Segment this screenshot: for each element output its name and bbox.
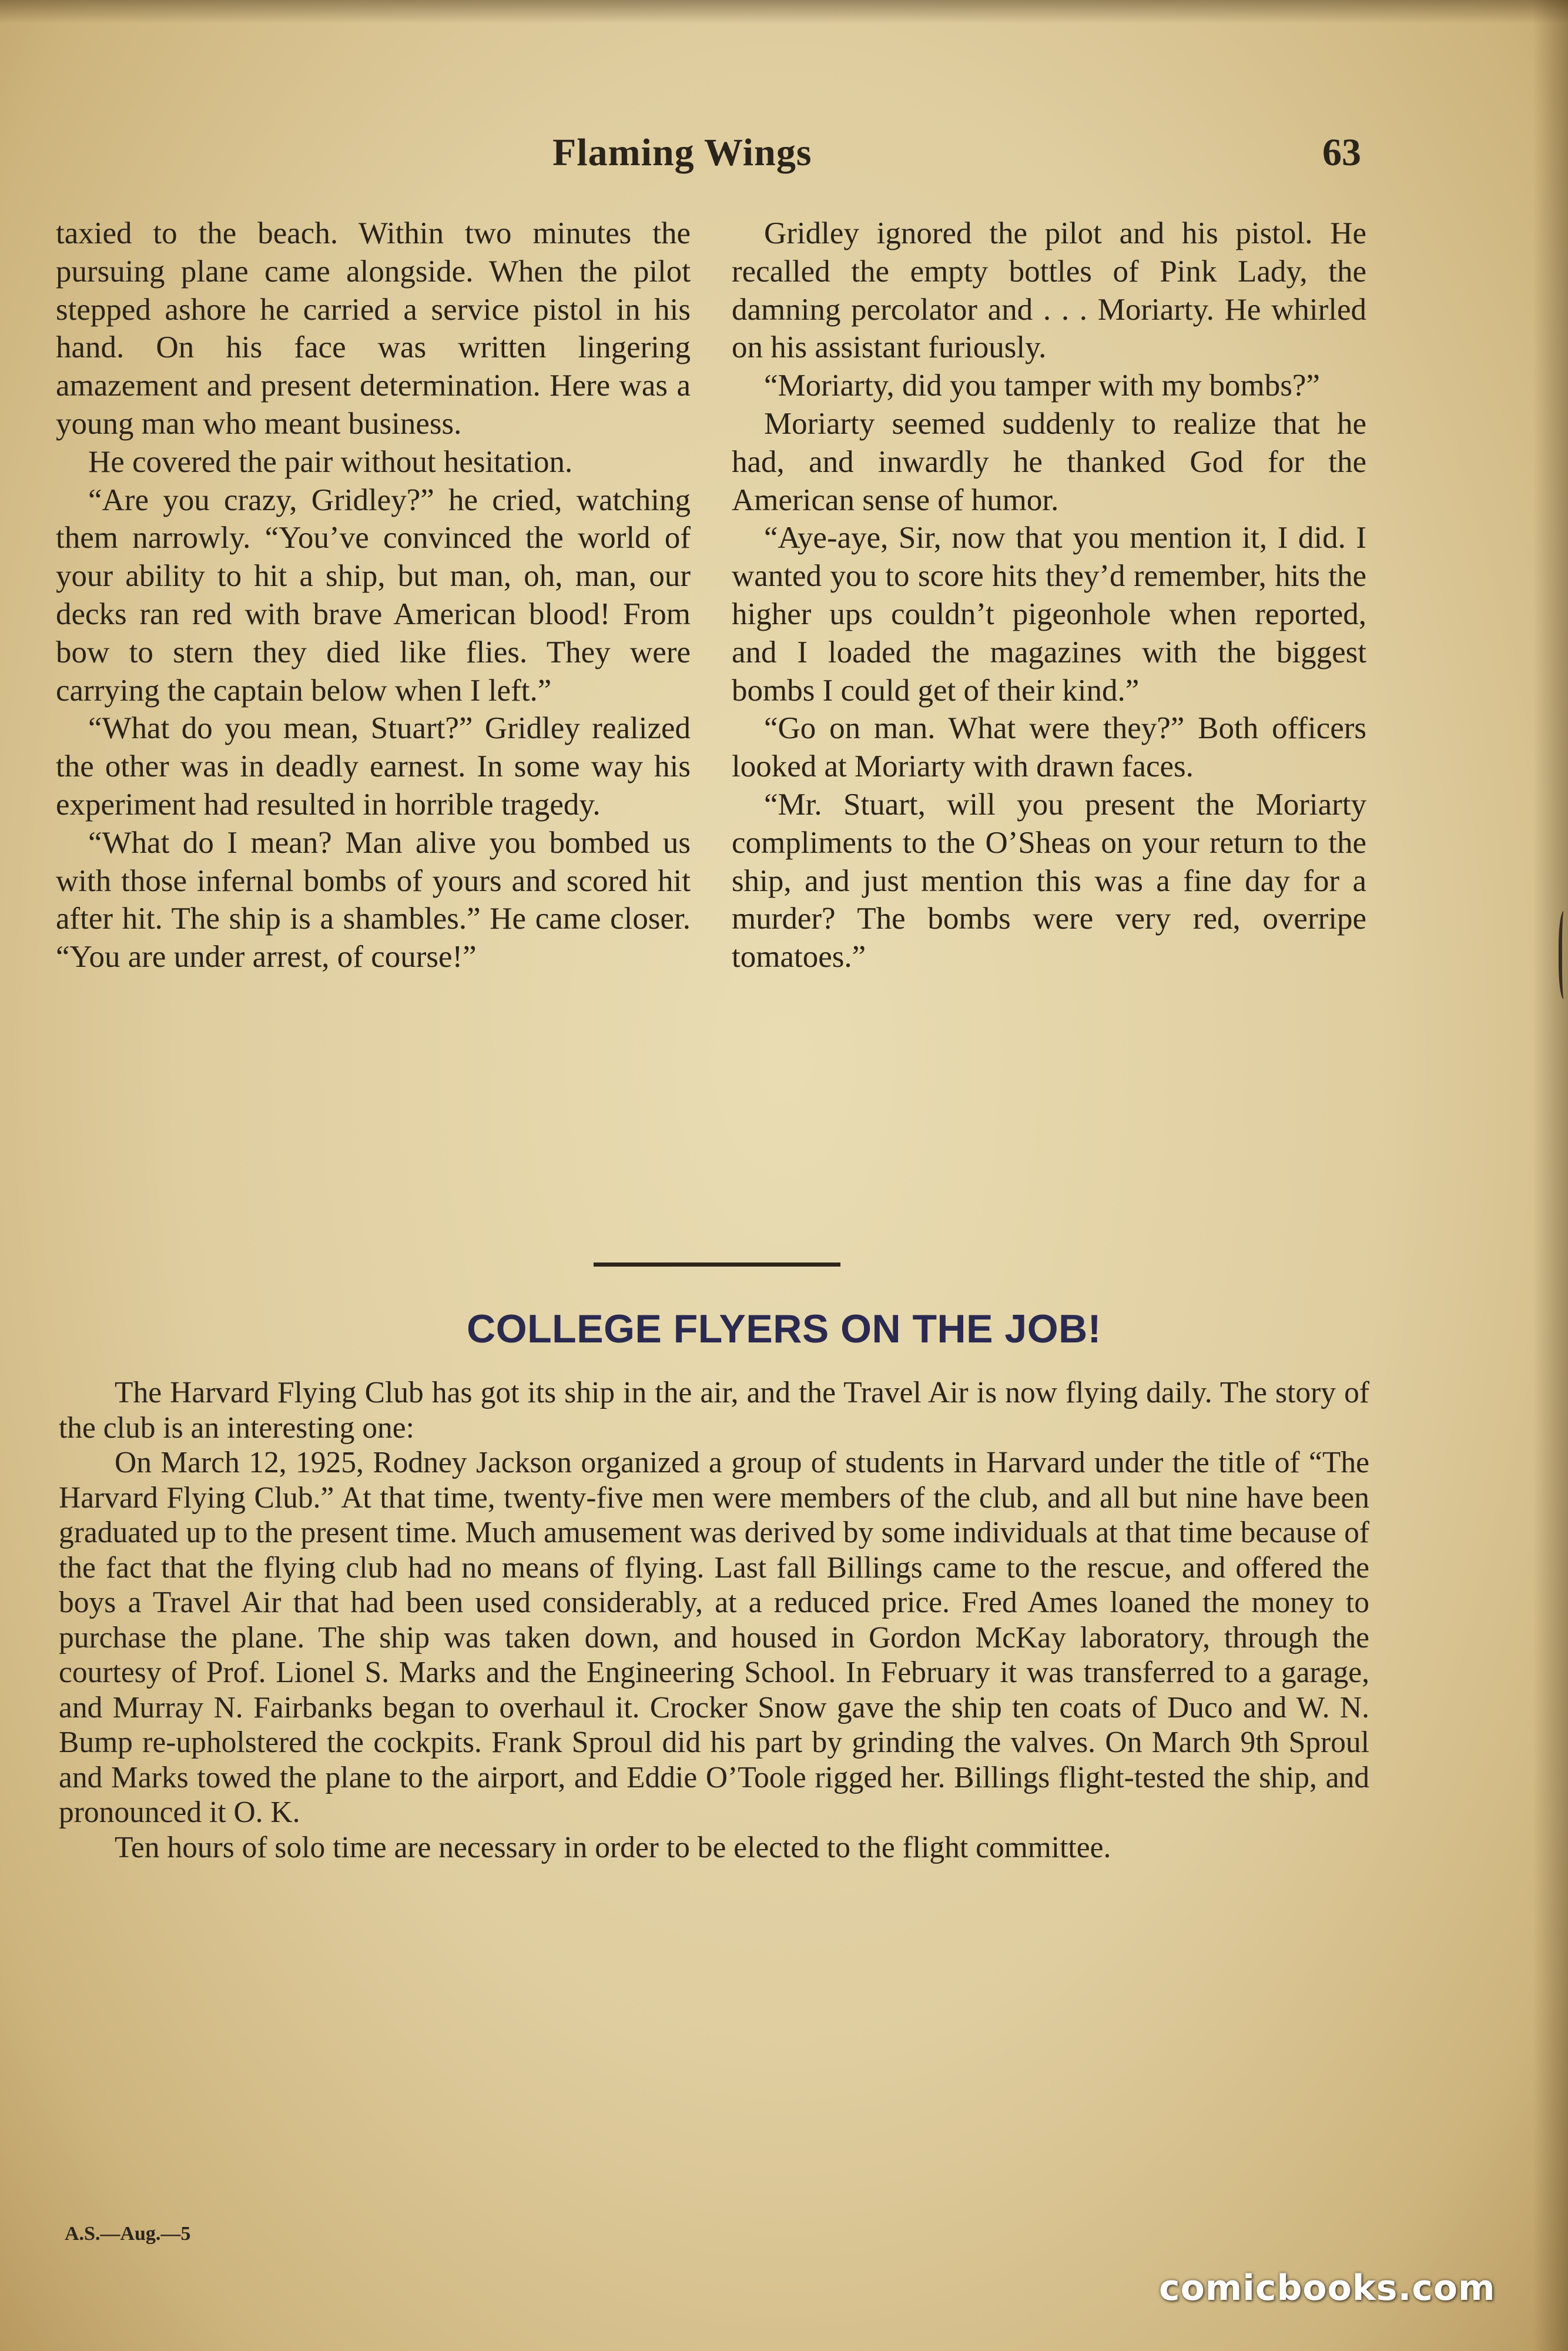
story-left-column [56, 215, 691, 976]
section-divider [594, 1262, 840, 1267]
page-edge-shadow [1533, 0, 1568, 2351]
page-top-shadow [0, 0, 1568, 24]
story-paragraph: “What do I mean? Man alive you bombed us with those infernal bombs of yours and scored hit after hit. The ship is a shambles.” He came closer. “You are under arrest, of course!” [56, 825, 691, 974]
page-number: 63 [1322, 131, 1361, 174]
story-paragraph: “Mr. Stuart, will you present the Moriarty compliments to the O’Sheas on your return to the ship, and just mention this was a fine day for a murder? The bombs were very red, overripe tomatoes.” [732, 787, 1366, 974]
article-paragraph: On March 12, 1925, Rodney Jackson organized a group of students in Harvard under the title of “The Harvard Flying Club.” At that time, twenty-five men were members of the club, and all but nine have been graduated up to the present time. Much amusement was derived by some individuals at that time because of the fact that the flying club had no means of flying. Last fall Billings came to the rescue, and offered the boys a Travel Air that had been used considerably, at a reduced price. Fred Ames loaned the money to purchase the plane. The ship was taken down, and housed in Gordon McKay laboratory, through the courtesy of Prof. Lionel S. Marks and the Engineering School. In February it was transferred to a garage, and Murray N. Fairbanks began to overhaul it. Crocker Snow gave the ship ten coats of Duco and W. N. Bump re-upholstered the cockpits. Frank Sproul did his part by grinding the valves. On March 9th Sproul and Marks towed the plane to the airport, and Eddie O’Toole rigged her. Billings flight-tested the ship, and pronounced it O. K. [59, 1446, 1369, 1829]
story-paragraph: “What do you mean, Stuart?” Gridley realized the other was in deadly earnest. In some way his experiment had resulted in horrible tragedy. [56, 711, 691, 822]
article-paragraph: Ten hours of solo time are necessary in order to be elected to the flight committee. [115, 1830, 1111, 1864]
page-edge-mark [1559, 911, 1568, 999]
article-title: COLLEGE FLYERS ON THE JOB! [467, 1307, 1101, 1351]
story-paragraph: “Are you crazy, Gridley?” he cried, watching them narrowly. “You’ve convinced the world of your ability to hit a ship, but man, oh, man, our decks ran red with brave American blood! From bow to stern they died like flies. They were carrying the captain below when I left.” [56, 483, 691, 708]
site-watermark: comicbooks.com [1159, 2268, 1496, 2309]
signature-code: A.S.—Aug.—5 [65, 2223, 191, 2245]
story-paragraph: “Aye-aye, Sir, now that you mention it, I did. I wanted you to score hits they’d remember, hits the higher ups couldn’t pigeonhole when reported, and I loaded the magazines with the biggest bombs I could get of their kind.” [732, 521, 1366, 708]
running-title: Flaming Wings [552, 131, 812, 174]
story-paragraph: Gridley ignored the pilot and his pistol. He recalled the empty bottles of Pink Lady, the damning percolator and . . . Moriarty. He whirled on his assistant furiously. [732, 216, 1366, 365]
article-paragraph: The Harvard Flying Club has got its ship in the air, and the Travel Air is now flying daily. The story of the club is an interesting one: [59, 1376, 1369, 1445]
story-paragraph: He covered the pair without hesitation. [88, 444, 573, 479]
running-head [0, 130, 1568, 183]
story-paragraph: “Moriarty, did you tamper with my bombs?” [764, 369, 1320, 403]
story-columns [56, 215, 1366, 1214]
article-body [59, 1375, 1369, 1865]
story-paragraph: Moriarty seemed suddenly to realize that he had, and inwardly he thanked God for the American sense of humor. [732, 406, 1366, 517]
story-paragraph: taxied to the beach. Within two minutes the pursuing plane came alongside. When the pilot stepped ashore he carried a service pistol in his hand. On his face was written lingering amazement and present determination. Here was a young man who meant business. [56, 216, 691, 441]
story-paragraph: “Go on man. What were they?” Both officers looked at Moriarty with drawn faces. [732, 711, 1366, 784]
story-right-column [732, 215, 1366, 976]
